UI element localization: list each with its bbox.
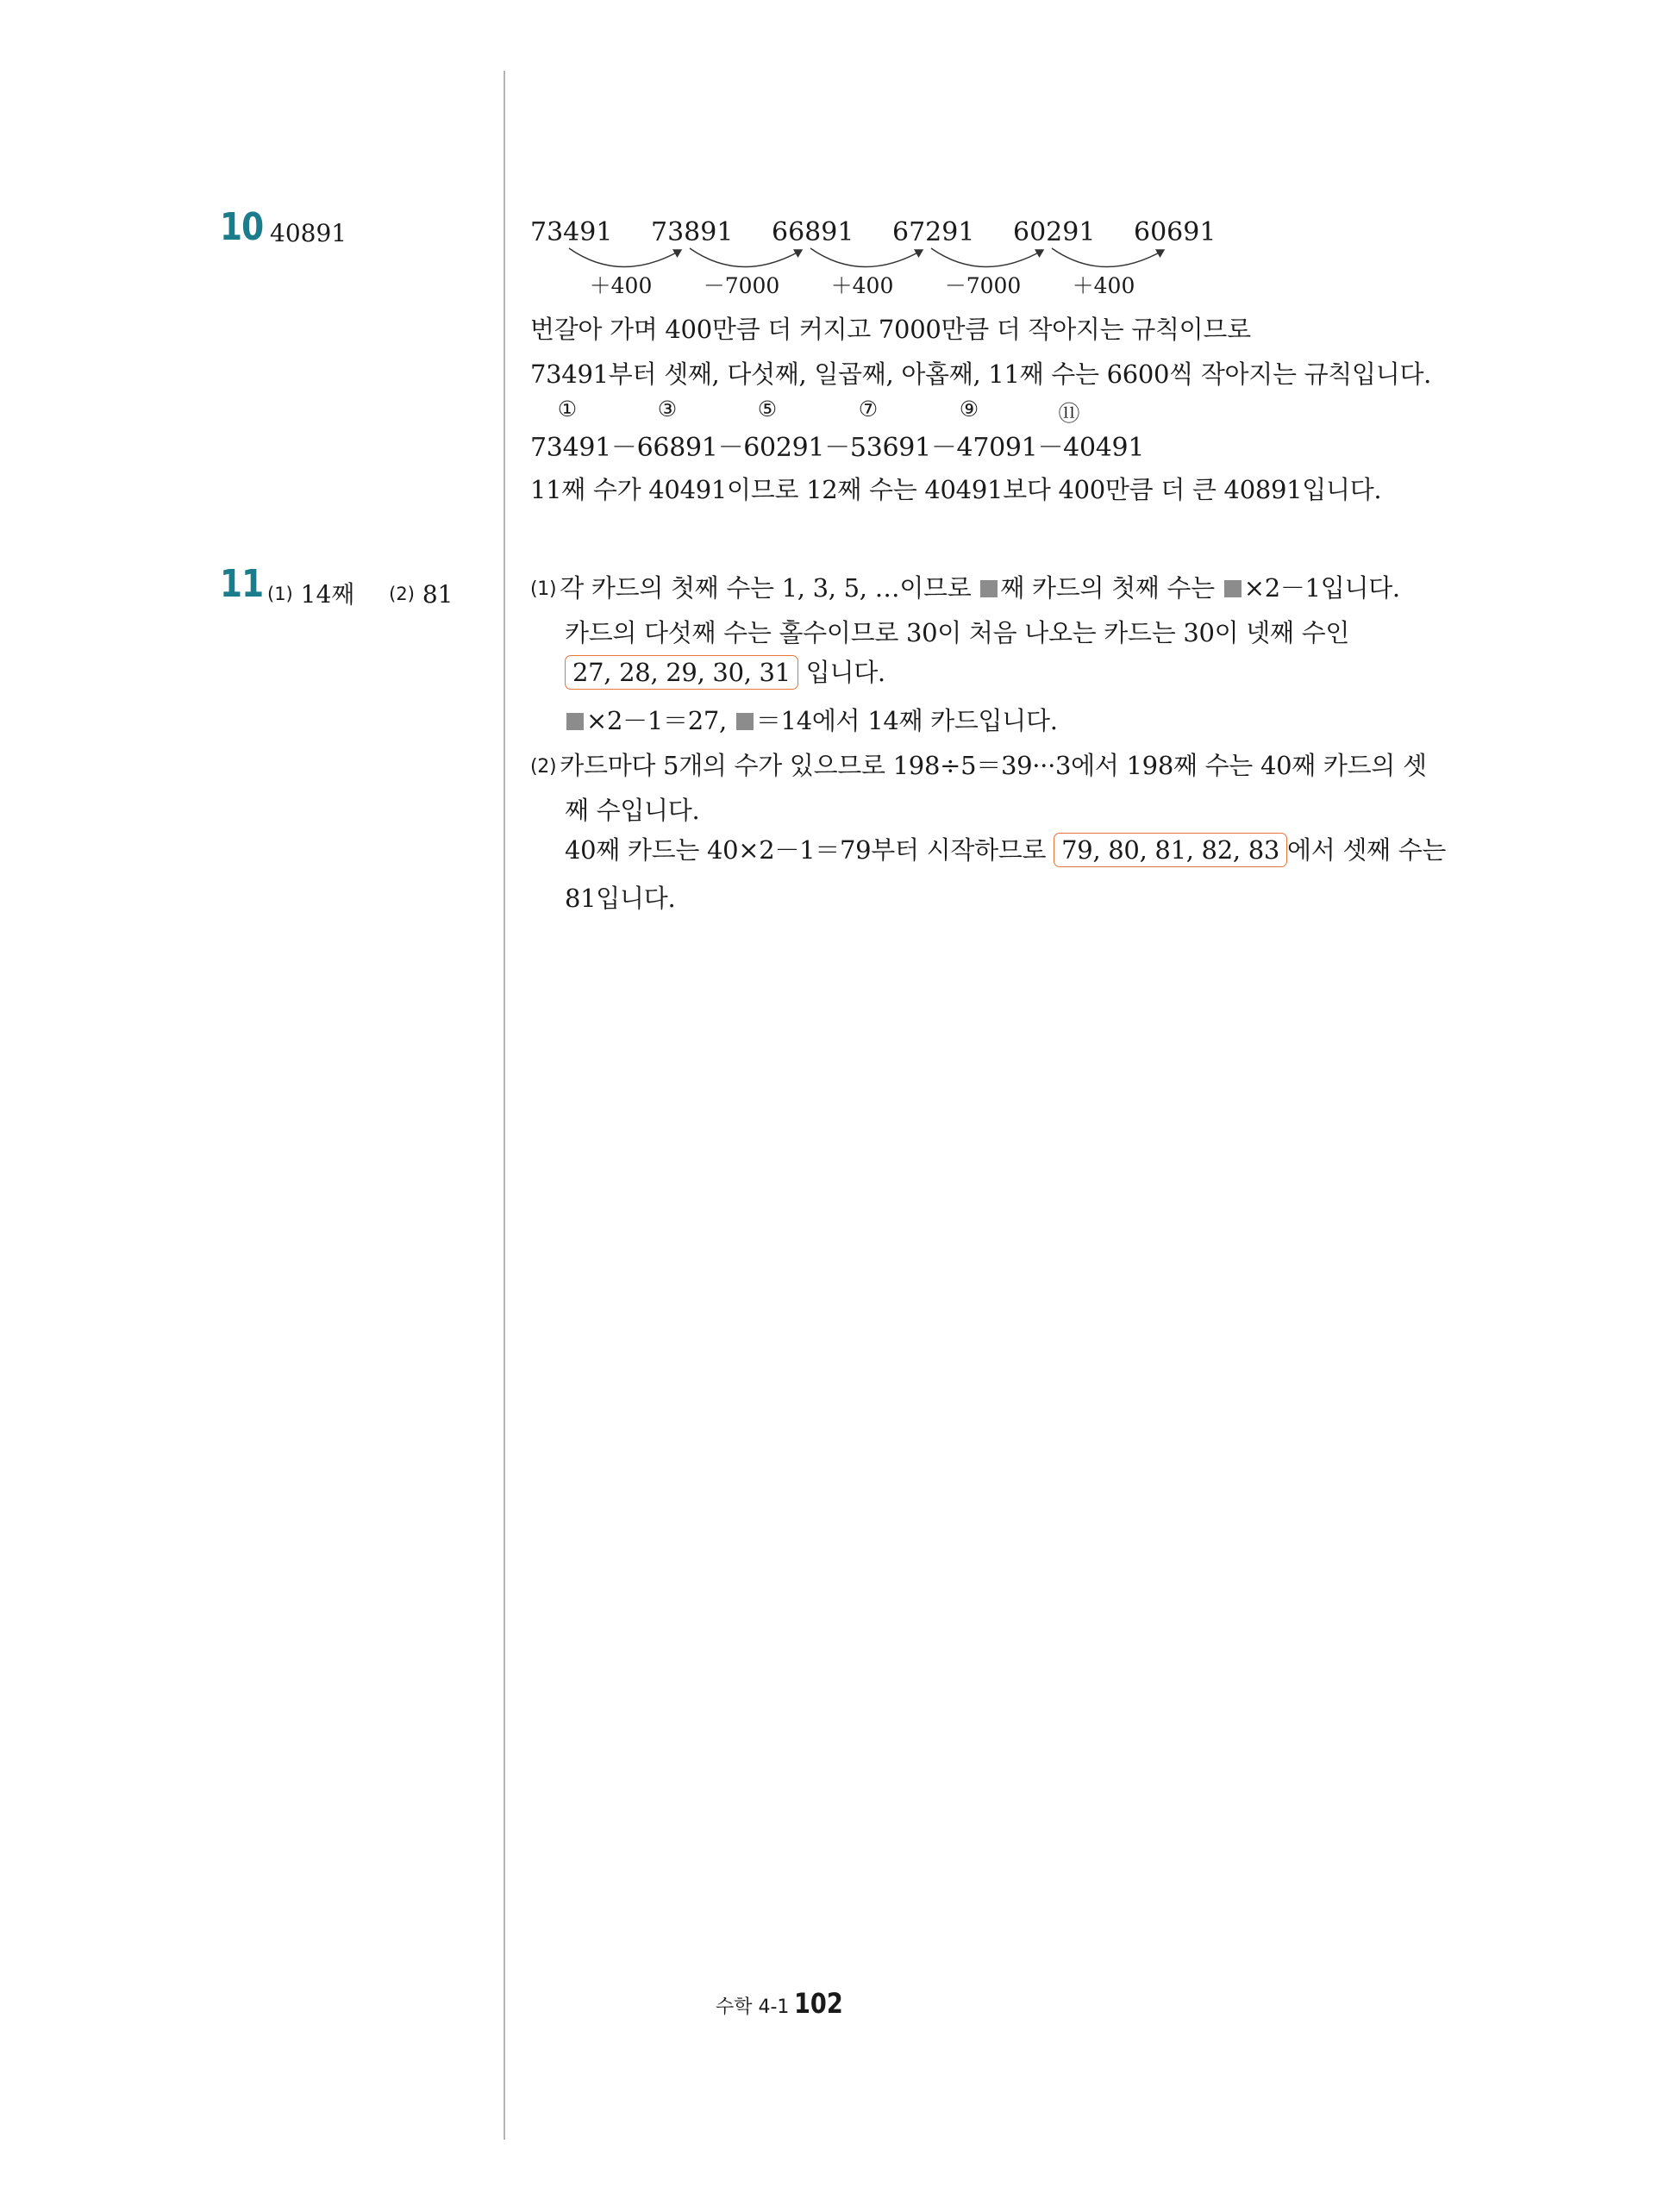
sequence-term: 67291 [892,217,975,247]
part-2-line: 81입니다. [565,884,676,913]
sequence-term: 66891 [772,217,854,247]
part-1-line: ×2－1＝27, ＝14에서 14째 카드입니다. [565,702,1058,737]
highlight-box: 27, 28, 29, 30, 31 [565,655,798,690]
explanation-line: 번갈아 가며 400만큼 더 커지고 7000만큼 더 작아지는 규칙이므로 [530,315,1251,344]
page-number: 102 [794,1987,844,2020]
step-label: ＋400 [1072,273,1135,298]
question-number-11: 11 [220,562,264,606]
conclusion-line: 11째 수가 40491이므로 12째 수는 40491보다 400만큼 더 큰 40891입니다. [530,475,1382,504]
answer-marker: (1) [267,584,293,604]
step-arrow [1052,248,1164,267]
sequence-chain: 73491－66891－60291－53691－47091－40491 [530,433,1145,463]
subject-label: 수학 4-1 [716,1996,790,2018]
step-label: －7000 [944,273,1022,298]
part-1-line: 27, 28, 29, 30, 31 입니다. [565,653,885,690]
blank-square-icon [1224,580,1242,597]
column-divider [504,71,505,2140]
explanation-line: 73491부터 셋째, 다섯째, 일곱째, 아홉째, 11째 수는 6600씩 작아지는 규칙입니다. [530,359,1432,389]
highlight-box: 79, 80, 81, 82, 83 [1054,833,1287,867]
position-marker: ⑤ [757,397,778,422]
step-arrow [569,248,681,267]
part-2-line: 40째 카드는 40×2－1＝79부터 시작하므로 79, 80, 81, 82, 83 에서 셋째 수는 [565,831,1446,867]
part-1-line: 카드의 다섯째 수는 홀수이므로 30이 처음 나오는 카드는 30이 넷째 수인 [565,618,1350,647]
sequence-term: 60291 [1013,217,1096,247]
blank-square-icon [980,580,998,597]
answer-11-1: 14째 [300,580,355,609]
step-label: －7000 [703,273,780,298]
answer-11 [267,576,453,610]
sequence-term: 73491 [530,217,613,247]
blank-square-icon [736,713,754,730]
blank-square-icon [566,713,584,730]
position-marker: ⑪ [1058,401,1080,426]
step-label: ＋400 [589,273,653,298]
page-footer [716,1987,852,2020]
part-2-line: (2) 카드마다 5개의 수가 있으므로 198÷5＝39···3에서 198째 수는 40째 카드의 셋 [530,751,1427,780]
step-arrow [931,248,1043,267]
sequence-term: 73891 [651,217,734,247]
part-marker: (2) [530,756,557,778]
part-marker: (1) [530,578,557,600]
question-number-10: 10 [220,205,264,249]
answer-marker: (2) [389,584,415,604]
position-marker: ⑦ [858,397,879,422]
position-marker: ⑨ [959,397,979,422]
step-label: ＋400 [830,273,894,298]
position-marker: ③ [657,397,678,422]
step-arrow [690,248,802,267]
answer-11-2: 81 [422,580,453,609]
part-2-line: 째 수입니다. [565,796,700,825]
sequence-term: 60691 [1134,217,1217,247]
answer-10: 40891 [270,219,347,247]
position-marker: ① [557,397,578,422]
part-1-line: (1) 각 카드의 첫째 수는 1, 3, 5, …이므로 째 카드의 첫째 수는 ×2－1입니다. [530,573,1400,603]
step-arrow [810,248,923,267]
